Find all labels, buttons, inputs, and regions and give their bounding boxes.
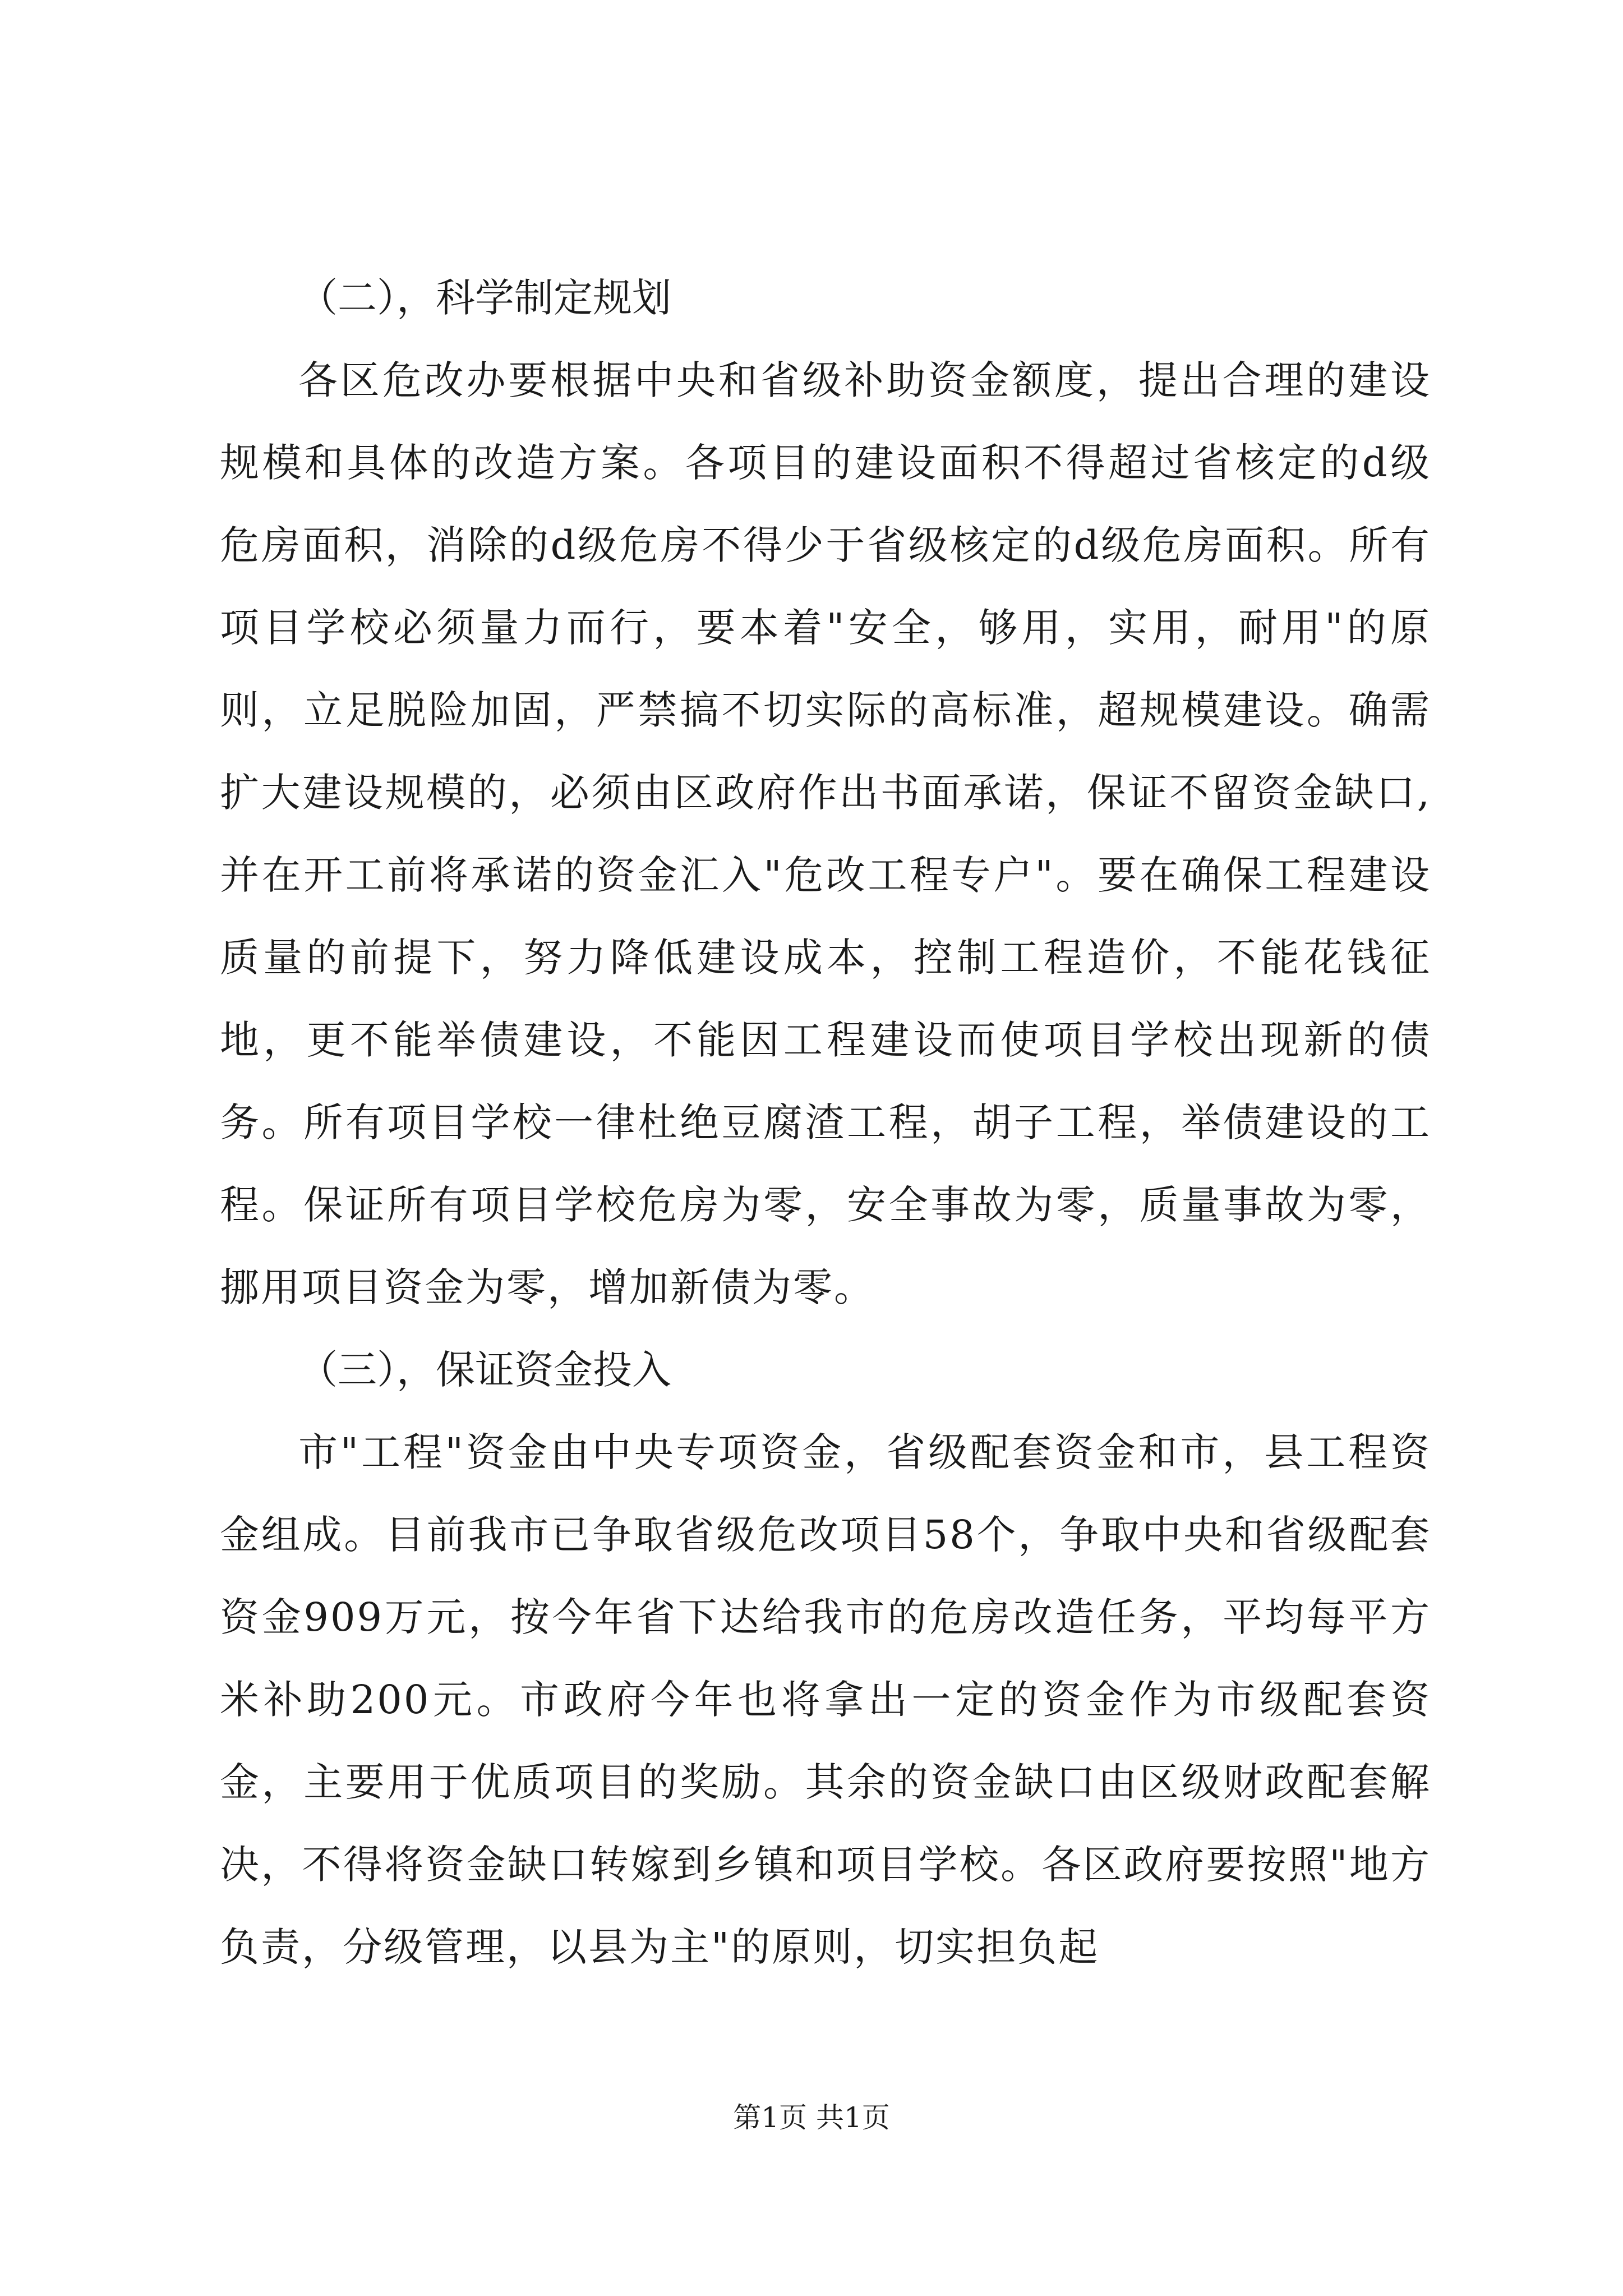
section-heading-3: （三），保证资金投入 bbox=[298, 1347, 671, 1393]
section-heading-2: （二），科学制定规划 bbox=[298, 275, 671, 321]
page-footer: 第1页 共1页 bbox=[733, 2101, 890, 2134]
document-body bbox=[220, 257, 1431, 1989]
section-paragraph-3: 市"工程"资金由中央专项资金，省级配套资金和市，县工程资金组成。目前我市已争取省级危改项目58个，争取中央和省级配套资金909万元，按今年省下达给我市的危房改造任务，平均每平方米补助200元。市政府今年也将拿出一定的资金作为市级配套资金，主要用于优质项目的奖励。其余的资金缺口由区级财政配套解决，不得将资金缺口转嫁到乡镇和项目学校。各区政府要按照"地方负责，分级管理，以县为主"的原则，切实担负起 bbox=[220, 1429, 1431, 1970]
section-paragraph-2: 各区危改办要根据中央和省级补助资金额度，提出合理的建设规模和具体的改造方案。各项目的建设面积不得超过省核定的d级危房面积，消除的d级危房不得少于省级核定的d级危房面积。所有项目学校必须量力而行，要本着"安全，够用，实用，耐用"的原则，立足脱险加固，严禁搞不切实际的高标准，超规模建设。确需扩大建设规模的，必须由区政府作出书面承诺，保证不留资金缺口,并在开工前将承诺的资金汇入"危改工程专户"。要在确保工程建设质量的前提下，努力降低建设成本，控制工程造价，不能花钱征地，更不能举债建设，不能因工程建设而使项目学校出现新的债务。所有项目学校一律杜绝豆腐渣工程，胡子工程，举债建设的工程。保证所有项目学校危房为零，安全事故为零，质量事故为零，挪用项目资金为零，增加新债为零。 bbox=[220, 357, 1431, 1310]
